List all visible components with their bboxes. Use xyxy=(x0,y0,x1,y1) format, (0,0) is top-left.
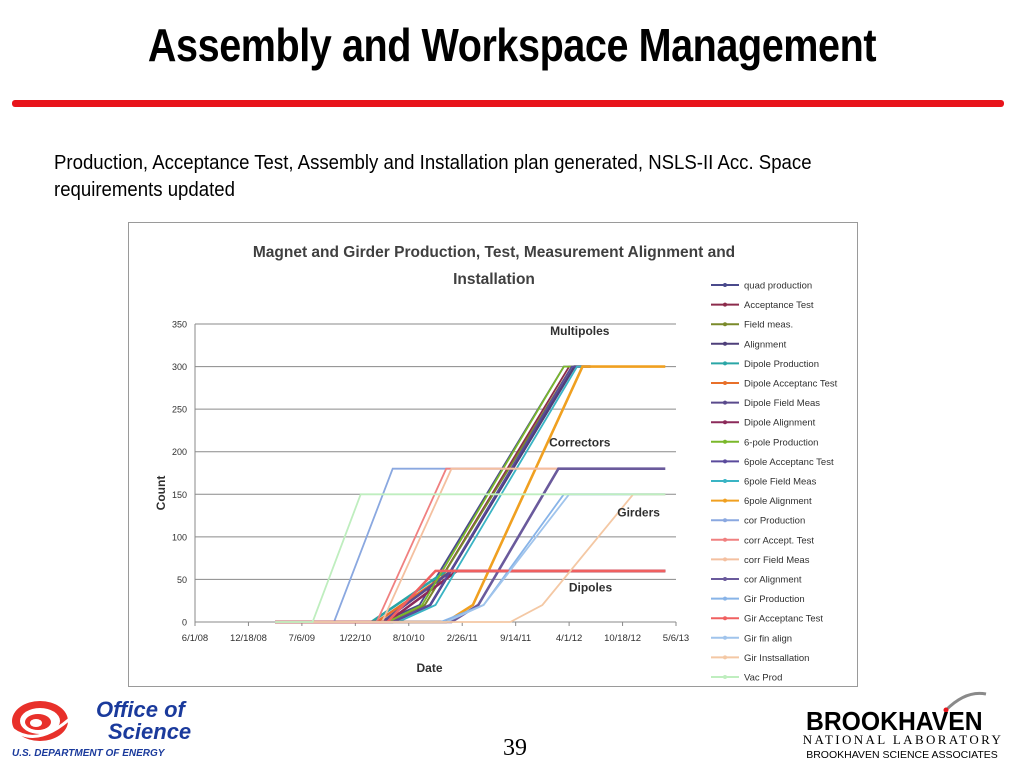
legend-marker xyxy=(723,479,727,483)
slide-subtitle: Production, Acceptance Test, Assembly and Installation plan generated, NSLS-II Acc. Space requirements updated xyxy=(54,152,812,201)
legend-marker xyxy=(723,342,727,346)
legend-marker xyxy=(723,538,727,542)
series-line-6 xyxy=(275,571,665,622)
legend-label: 6pole Alignment xyxy=(744,496,812,508)
legend-marker xyxy=(723,675,727,679)
legend-label: 6pole Field Meas xyxy=(744,476,817,488)
legend-label: Alignment xyxy=(744,339,787,351)
doe-line2: Science xyxy=(108,719,192,744)
legend-marker xyxy=(723,557,727,561)
legend-label: quad production xyxy=(744,280,813,292)
legend-marker xyxy=(723,283,727,287)
x-tick-label: 2/26/11 xyxy=(446,633,478,644)
legend-label: Gir fin align xyxy=(744,633,793,645)
y-tick-label: 250 xyxy=(171,404,187,415)
legend-label: cor Production xyxy=(744,515,806,527)
legend-label: Gir Production xyxy=(744,594,805,606)
x-tick-label: 12/18/08 xyxy=(229,633,267,644)
y-tick-label: 300 xyxy=(171,362,187,373)
legend-marker xyxy=(723,655,727,659)
annotation-label: Correctors xyxy=(549,435,611,450)
legend-label: Field meas. xyxy=(744,319,794,331)
x-tick-label: 1/22/10 xyxy=(339,633,372,644)
doe-line1: Office of xyxy=(96,697,185,722)
x-tick-label: 5/6/13 xyxy=(662,633,690,644)
legend-marker xyxy=(723,401,727,405)
office-of-science-logo xyxy=(8,695,218,763)
bnl-lab: NATIONAL LABORATORY xyxy=(802,732,1004,747)
legend-label: 6pole Acceptanc Test xyxy=(744,456,834,468)
legend-marker xyxy=(723,361,727,365)
legend-label: cor Alignment xyxy=(744,574,802,586)
chart-frame xyxy=(128,222,858,687)
legend-label: Acceptance Test xyxy=(744,300,814,312)
legend-label: corr Accept. Test xyxy=(744,535,815,547)
series-line-16 xyxy=(275,494,665,622)
legend-marker xyxy=(723,440,727,444)
legend-marker xyxy=(723,322,727,326)
annotation-label: Multipoles xyxy=(550,324,610,339)
series-line-18 xyxy=(275,494,665,622)
legend-label: Dipole Acceptanc Test xyxy=(744,378,838,390)
legend-label: corr Field Meas xyxy=(744,554,810,566)
series-line-19 xyxy=(275,494,665,622)
legend-marker xyxy=(723,381,727,385)
x-tick-label: 7/6/09 xyxy=(288,633,316,644)
legend-label: Dipole Field Meas xyxy=(744,398,821,410)
chart-title-line1: Magnet and Girder Production, Test, Measurement Alignment and xyxy=(252,244,736,261)
title-divider xyxy=(12,100,1004,107)
line-chart xyxy=(129,223,857,686)
series-line-7 xyxy=(275,571,665,622)
x-tick-label: 10/18/12 xyxy=(604,633,642,644)
doe-line3: U.S. DEPARTMENT OF ENERGY xyxy=(12,748,165,759)
chart-title-line2: Installation xyxy=(453,271,535,288)
legend-marker xyxy=(723,616,727,620)
y-tick-label: 150 xyxy=(171,489,187,500)
page-number: 39 xyxy=(503,735,527,761)
series-line-4 xyxy=(275,571,665,622)
x-axis-title: Date xyxy=(416,661,443,675)
y-axis-title: Count xyxy=(154,475,168,511)
legend-label: Gir Acceptanc Test xyxy=(744,613,824,625)
legend-label: 6-pole Production xyxy=(744,437,819,449)
legend-marker xyxy=(723,499,727,503)
legend-label: Dipole Production xyxy=(744,358,819,370)
y-tick-label: 100 xyxy=(171,532,187,543)
series-line-17 xyxy=(275,571,665,622)
annotation-label: Dipoles xyxy=(568,580,613,595)
x-tick-label: 6/1/08 xyxy=(181,633,209,644)
x-tick-label: 9/14/11 xyxy=(500,633,532,644)
legend-marker xyxy=(723,303,727,307)
x-tick-label: 8/10/10 xyxy=(392,633,425,644)
legend-marker xyxy=(723,577,727,581)
series-line-5 xyxy=(275,571,665,622)
annotation-label: Girders xyxy=(617,505,660,520)
bnl-name: BROOKHAVEN xyxy=(806,706,983,736)
x-tick-label: 4/1/12 xyxy=(555,633,583,644)
series-line-20 xyxy=(275,494,665,622)
legend-marker xyxy=(723,636,727,640)
doe-emblem xyxy=(12,701,74,741)
legend-label: Gir Instsallation xyxy=(744,652,810,664)
y-tick-label: 200 xyxy=(171,447,187,458)
legend-label: Dipole Alignment xyxy=(744,417,816,429)
y-tick-label: 50 xyxy=(176,574,187,585)
brookhaven-logo xyxy=(796,688,1011,766)
legend-marker xyxy=(723,518,727,522)
legend-marker xyxy=(723,420,727,424)
y-tick-label: 350 xyxy=(171,319,187,330)
slide-title: Assembly and Workspace Management xyxy=(147,19,877,71)
legend-marker xyxy=(723,597,727,601)
y-tick-label: 0 xyxy=(181,617,187,628)
bnl-associates: BROOKHAVEN SCIENCE ASSOCIATES xyxy=(806,749,998,761)
legend-marker xyxy=(723,459,727,463)
legend-label: Vac Prod xyxy=(744,672,783,684)
